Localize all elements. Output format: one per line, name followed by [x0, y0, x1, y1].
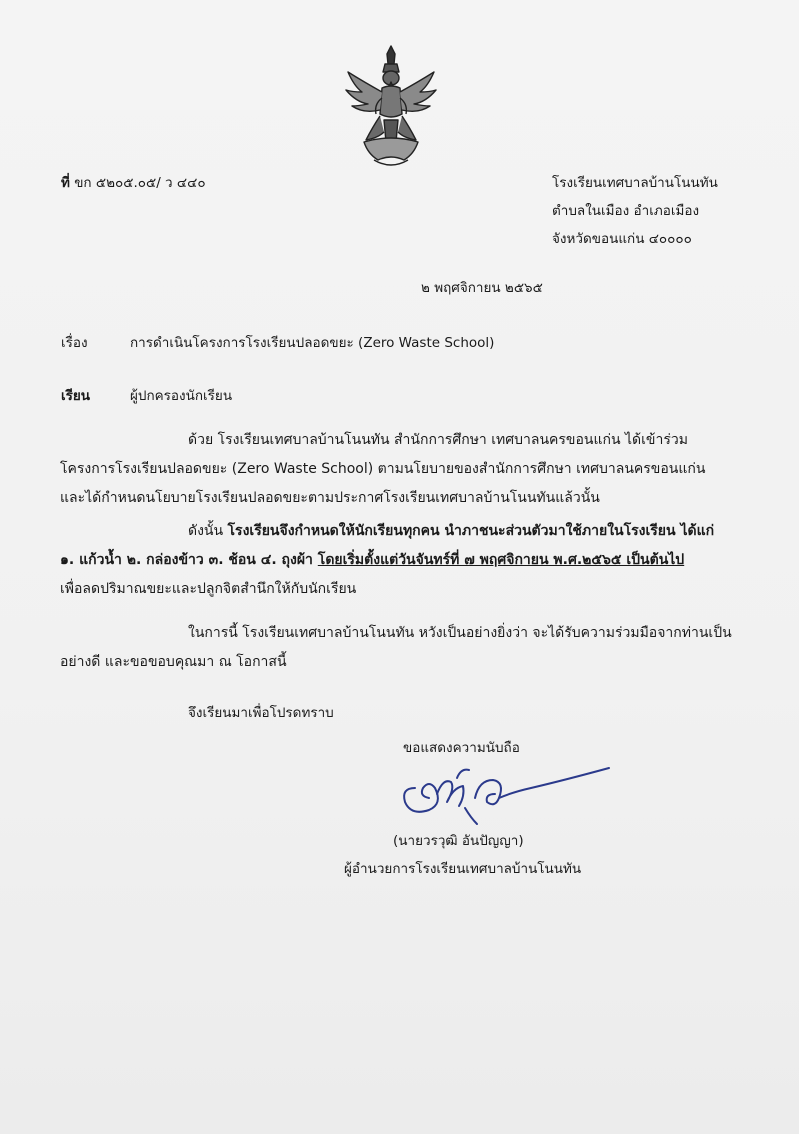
paragraph-3-line-2: อย่างดี และขอขอบคุณมา ณ โอกาสนี้	[60, 654, 287, 670]
sender-line-2: ตำบลในเมือง อำเภอเมือง	[552, 203, 700, 219]
item-list: ๑. แก้วน้ำ ๒. กล่องข้าว ๓. ช้อน ๔. ถุงผ้า	[60, 552, 318, 568]
paragraph-2-emphasis: โรงเรียนจึงกำหนดให้นักเรียนทุกคน นำภาชนะส่วนตัวมาใช้ภายในโรงเรียน ได้แก่	[227, 523, 715, 539]
paragraph-2-line-1	[60, 517, 750, 546]
closing-line: จึงเรียนมาเพื่อโปรดทราบ	[188, 705, 334, 721]
paragraph-2-line-2	[60, 546, 750, 575]
doc-number	[61, 171, 206, 193]
start-date-emphasis: โดยเริ่มตั้งแต่วันจันทร์ที่ ๗ พฤศจิกายน พ.ศ.๒๕๖๕ เป็นต้นไป	[317, 552, 685, 568]
sender-line-3: จังหวัดขอนแก่น ๔๐๐๐๐	[552, 231, 692, 247]
paragraph-3-line-1: ในการนี้ โรงเรียนเทศบาลบ้านโนนทัน หวังเป็นอย่างยิ่งว่า จะได้รับความร่วมมือจากท่านเป็น	[188, 625, 732, 641]
doc-number-value: ขก ๕๒๐๕.๐๕/ ว ๔๔๐	[74, 175, 206, 191]
signer-name: (นายวรวุฒิ อันปัญญา)	[393, 833, 524, 849]
subject-text: การดำเนินโครงการโรงเรียนปลอดขยะ (Zero Waste School)	[130, 335, 495, 351]
handwritten-signature-icon	[395, 758, 615, 828]
recipient-label: เรียน	[61, 388, 91, 404]
paragraph-2-line-3: เพื่อลดปริมาณขยะและปลูกจิตสำนึกให้กับนักเรียน	[60, 581, 357, 597]
doc-number-label: ที่	[61, 175, 70, 191]
sender-line-1: โรงเรียนเทศบาลบ้านโนนทัน	[552, 175, 718, 191]
signer-title: ผู้อำนวยการโรงเรียนเทศบาลบ้านโนนทัน	[344, 861, 582, 877]
paragraph-2	[60, 517, 750, 604]
paragraph-1-line-1: ด้วย โรงเรียนเทศบาลบ้านโนนทัน สำนักการศึกษา เทศบาลนครขอนแก่น ได้เข้าร่วม	[188, 432, 688, 448]
paragraph-3	[60, 619, 750, 677]
paragraph-1	[60, 426, 750, 513]
letter-date: ๒ พฤศจิกายน ๒๕๖๕	[421, 280, 543, 296]
paragraph-1-line-3: และได้กำหนดนโยบายโรงเรียนปลอดขยะตามประกาศโรงเรียนเทศบาลบ้านโนนทันแล้วนั้น	[60, 490, 600, 506]
subject-label: เรื่อง	[61, 335, 88, 351]
paragraph-2-lead: ดังนั้น	[188, 523, 228, 539]
garuda-emblem-icon	[344, 42, 438, 172]
paragraph-1-line-2: โครงการโรงเรียนปลอดขยะ (Zero Waste School) ตามนโยบายของสำนักการศึกษา เทศบาลนครขอนแก่น	[60, 461, 706, 477]
recipient-text: ผู้ปกครองนักเรียน	[130, 388, 233, 404]
regards-text: ขอแสดงความนับถือ	[403, 740, 520, 756]
